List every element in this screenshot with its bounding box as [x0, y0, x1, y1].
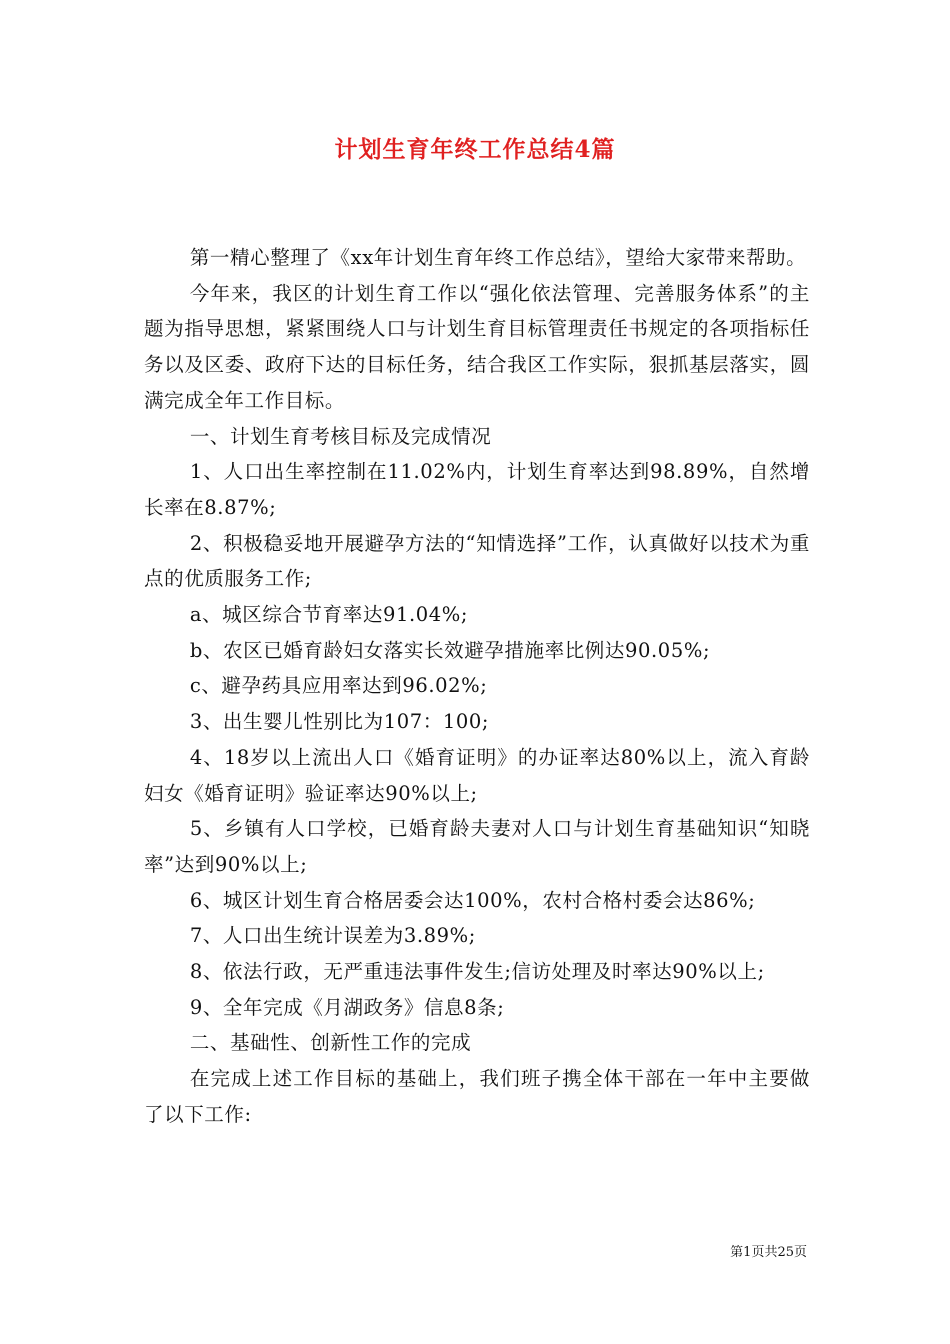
list-item: 9、全年完成《月湖政务》信息8条;	[189, 995, 505, 1019]
paragraph: 第一精心整理了《xx年计划生育年终工作总结》，望给大家带来帮助。	[189, 246, 807, 269]
paragraph: 在完成上述工作目标的基础上，我们班子携全体干部在一年中主要做了以下工作:	[144, 1067, 810, 1126]
list-item: 4、18岁以上流出人口《婚育证明》的办证率达80%以上，流入育龄妇女《婚育证明》验证率达90%以上;	[144, 745, 810, 805]
document-body	[144, 240, 810, 1133]
list-item: a、城区综合节育率达91.04%;	[189, 603, 469, 627]
list-item: 5、乡镇有人口学校，已婚育龄夫妻对人口与计划生育基础知识“知晓率”达到90%以上;	[144, 817, 810, 876]
section-heading: 一、计划生育考核目标及完成情况	[189, 424, 492, 448]
list-item: b、农区已婚育龄妇女落实长效避孕措施率比例达90.05%;	[189, 638, 711, 662]
list-item: c、避孕药具应用率达到96.02%;	[189, 674, 488, 698]
list-item: 2、积极稳妥地开展避孕方法的“知情选择”工作，认真做好以技术为重点的优质服务工作;	[144, 531, 810, 591]
list-item: 7、人口出生统计误差为3.89%;	[189, 924, 476, 948]
list-item: 8、依法行政，无严重违法事件发生;信访处理及时率达90%以上;	[189, 960, 765, 984]
page-number-footer: 第1页共25页	[730, 1245, 807, 1260]
paragraph: 今年来，我区的计划生育工作以“强化依法管理、完善服务体系”的主题为指导思想，紧紧围绕人口与计划生育目标管理责任书规定的各项指标任务以及区委、政府下达的目标任务，结合我区工作实际，狠抓基层落实，圆满完成全年工作目标。	[144, 281, 810, 412]
section-heading: 二、基础性、创新性工作的完成	[189, 1031, 472, 1055]
document-title: 计划生育年终工作总结4篇	[334, 136, 616, 163]
list-item: 3、出生婴儿性别比为107：100;	[189, 710, 490, 734]
list-item: 1、人口出生率控制在11.02%内，计划生育率达到98.89%，自然增长率在8.87%;	[144, 460, 810, 519]
list-item: 6、城区计划生育合格居委会达100%，农村合格村委会达86%;	[189, 888, 756, 912]
